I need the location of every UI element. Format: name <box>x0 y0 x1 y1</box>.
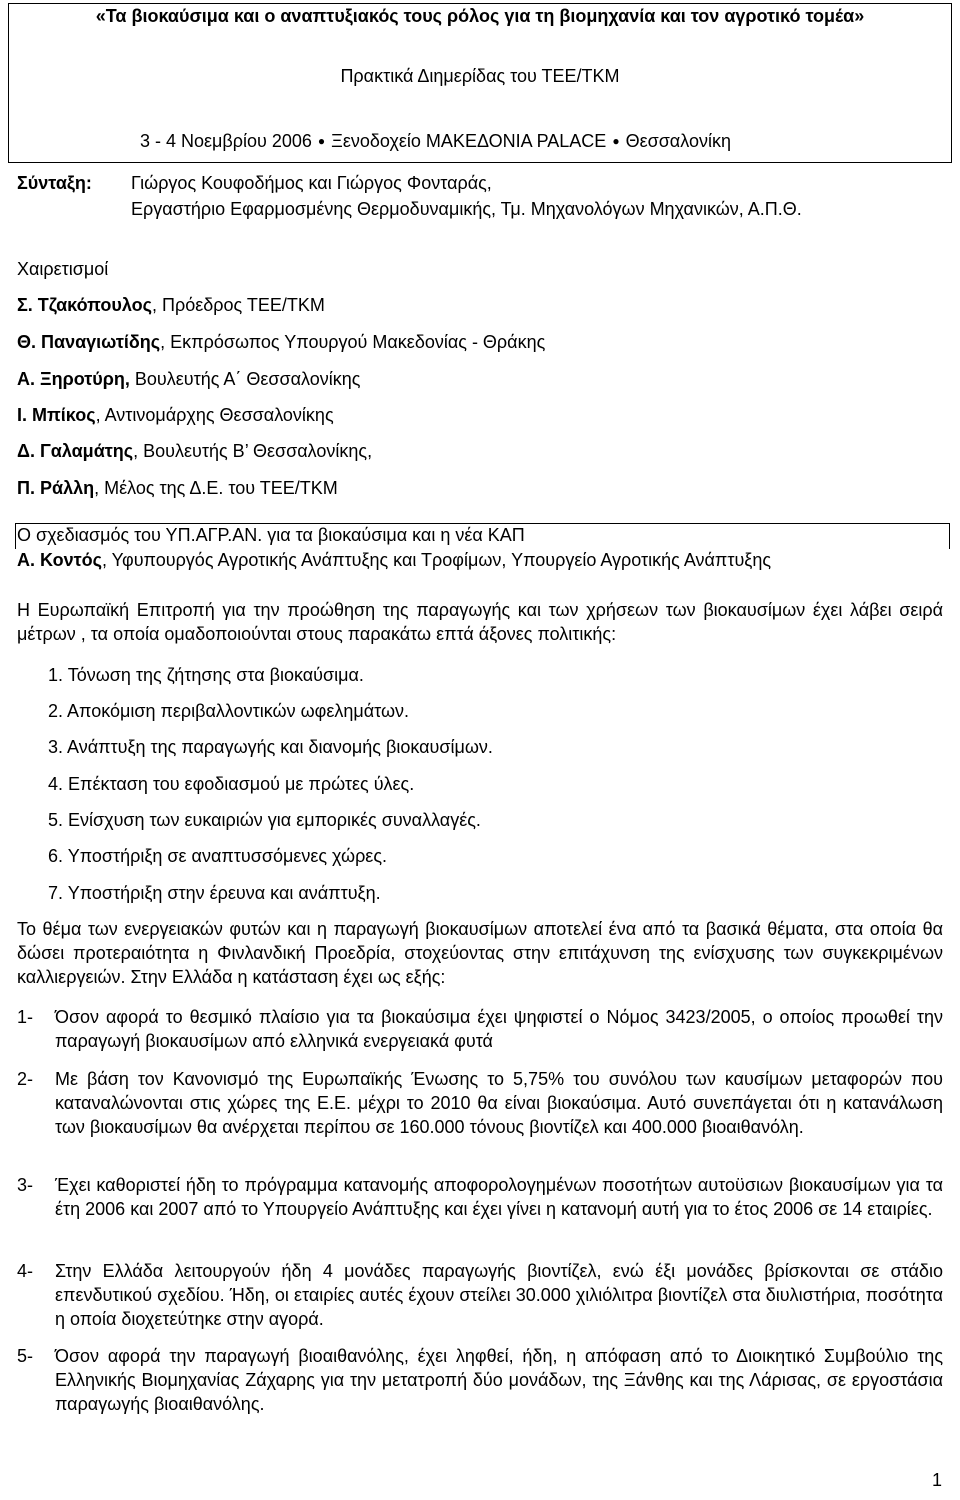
status-item-text: Όσον αφορά την παραγωγή βιοαιθανόλης, έχει ληφθεί, ήδη, η απόφαση από το Διοικητικό Συμβούλιο της Ελληνικής Βιομηχανίας Ζάχαρης για την μετατροπή δύο μονάδων, της Ξάνθης και της Λάρισας, σε εργοστάσια παραγωγής βιοαιθανόλης. <box>55 1346 943 1414</box>
editing-affiliation: Εργαστήριο Εφαρμοσμένης Θερμοδυναμικής, Τμ. Μηχανολόγων Μηχανικών, Α.Π.Θ. <box>131 199 802 219</box>
event-venue: Ξενοδοχείο ΜΑΚΕΔΟΝΙΑ PALACE <box>331 131 607 151</box>
policy-axis: 7. Υποστήριξη στην έρευνα και ανάπτυξη. <box>48 883 381 903</box>
greeting-item: Δ. Γαλαμάτης, Βουλευτής Β’ Θεσσαλονίκης, <box>17 441 373 461</box>
status-item <box>17 1259 943 1331</box>
policy-axis: 6. Υποστήριξη σε αναπτυσσόμενες χώρες. <box>48 846 388 866</box>
section-title: Ο σχεδιασμός του ΥΠ.ΑΓΡ.ΑΝ. για τα βιοκαύσιμα και η νέα ΚΑΠ <box>17 525 525 545</box>
status-item <box>17 1005 943 1053</box>
status-item-number: 2- <box>17 1069 34 1089</box>
document-subtitle: Πρακτικά Διημερίδας του ΤΕΕ/ΤΚΜ <box>340 66 620 86</box>
status-item <box>17 1067 943 1139</box>
policy-axis: 1. Τόνωση της ζήτησης στα βιοκαύσιμα. <box>48 665 364 685</box>
status-item-number: 3- <box>17 1175 34 1195</box>
policy-axis: 4. Επέκταση του εφοδιασμού με πρώτες ύλες. <box>48 774 415 794</box>
event-city: Θεσσαλονίκη <box>625 131 731 151</box>
status-item-number: 4- <box>17 1261 34 1281</box>
section-speaker: Α. Κοντός, Υφυπουργός Αγροτικής Ανάπτυξης και Τροφίμων, Υπουργείο Αγροτικής Ανάπτυξης <box>17 550 772 570</box>
bullet-icon: ● <box>612 134 620 148</box>
document-title: «Τα βιοκαύσιμα και ο αναπτυξιακός τους ρόλος για τη βιομηχανία και τον αγροτικό τομέα» <box>95 6 865 26</box>
status-item-text: Έχει καθοριστεί ήδη το πρόγραμμα κατανομής αποφορολογημένων ποσοτήτων αυτοϋσιων βιοκαυσίμων για τα έτη 2006 και 2007 από το Υπουργείο Ανάπτυξης και έχει γίνει η κατανομή αυτή για το έτος 2006 σε 14 εταιρίες. <box>55 1175 943 1219</box>
greeting-item: Π. Ράλλη, Μέλος της Δ.Ε. του ΤΕΕ/ΤΚΜ <box>17 478 338 498</box>
editing-authors: Γιώργος Κουφοδήμος και Γιώργος Φονταράς, <box>131 173 492 193</box>
page-number: 1 <box>931 1470 942 1490</box>
greeting-item: Σ. Τζακόπουλος, Πρόεδρος ΤΕΕ/ΤΚΜ <box>17 295 325 315</box>
event-date: 3 - 4 Νοεμβρίου 2006 <box>140 131 312 151</box>
status-item-text: Όσον αφορά το θεσμικό πλαίσιο για τα βιοκαύσιμα έχει ψηφιστεί ο Νόμος 3423/2005, ο οποίος προωθεί την παραγωγή βιοκαυσίμων από ελληνικά ενεργειακά φυτά <box>55 1007 943 1051</box>
event-date-venue <box>140 131 731 152</box>
greetings-heading: Χαιρετισμοί <box>17 259 109 279</box>
status-item-number: 1- <box>17 1007 34 1027</box>
greeting-item: Ι. Μπίκος, Αντινομάρχης Θεσσαλονίκης <box>17 405 334 425</box>
policy-axis: 3. Ανάπτυξη της παραγωγής και διανομής βιοκαυσίμων. <box>48 737 493 757</box>
greeting-item: Θ. Παναγιωτίδης, Εκπρόσωπος Υπουργού Μακεδονίας - Θράκης <box>17 332 546 352</box>
greece-paragraph: Το θέμα των ενεργειακών φυτών και η παραγωγή βιοκαυσίμων αποτελεί ένα από τα βασικά θέματα, στα οποία θα δώσει προτεραιότητα η Φινλανδική Προεδρία, στοχεύοντας στην επιτάχυνση της ενίσχυσης των συγκεκριμένων καλλιεργειών. Στην Ελλάδα η κατάσταση έχει ως εξής: <box>17 919 943 987</box>
status-item-text: Στην Ελλάδα λειτουργούν ήδη 4 μονάδες παραγωγής βιοντίζελ, ενώ έξι μονάδες βρίσκονται σε στάδιο επενδυτικού σχεδίου. Ήδη, οι εταιρίες αυτές έχουν στείλει 30.000 χιλιόλιτρα βιοντίζελ στα διυλιστήρια, ποσότητα η οποία διοχετεύτηκε στην αγορά. <box>55 1261 943 1329</box>
policy-axis: 5. Ενίσχυση των ευκαιριών για εμπορικές συναλλαγές. <box>48 810 481 830</box>
greeting-item: Α. Ξηροτύρη, Βουλευτής Α΄ Θεσσαλονίκης <box>17 369 361 389</box>
status-item-number: 5- <box>17 1346 34 1366</box>
status-item <box>17 1344 943 1416</box>
status-item <box>17 1173 943 1221</box>
status-item-text: Με βάση τον Κανονισμό της Ευρωπαϊκής Ένωσης το 5,75% του συνόλου των καυσίμων μεταφορών που καταναλώνονται στις χώρες της Ε.Ε. μέχρι το 2010 θα είναι βιοκαύσιμα. Αυτό συνεπάγεται ότι η κατανάλωση των βιοκαυσίμων θα ανέρχεται περίπου σε 160.000 τόνους βιοντίζελ και 400.000 βιοαιθανόλη. <box>55 1069 943 1137</box>
policy-axis: 2. Αποκόμιση περιβαλλοντικών ωφελημάτων. <box>48 701 410 721</box>
editing-label: Σύνταξη: <box>17 173 92 193</box>
bullet-icon: ● <box>317 134 326 148</box>
intro-paragraph: Η Ευρωπαϊκή Επιτροπή για την προώθηση της παραγωγής και των χρήσεων των βιοκαυσίμων έχει λάβει σειρά μέτρων , τα οποία ομαδοποιούνται στους παρακάτω επτά άξονες πολιτικής: <box>17 600 943 644</box>
